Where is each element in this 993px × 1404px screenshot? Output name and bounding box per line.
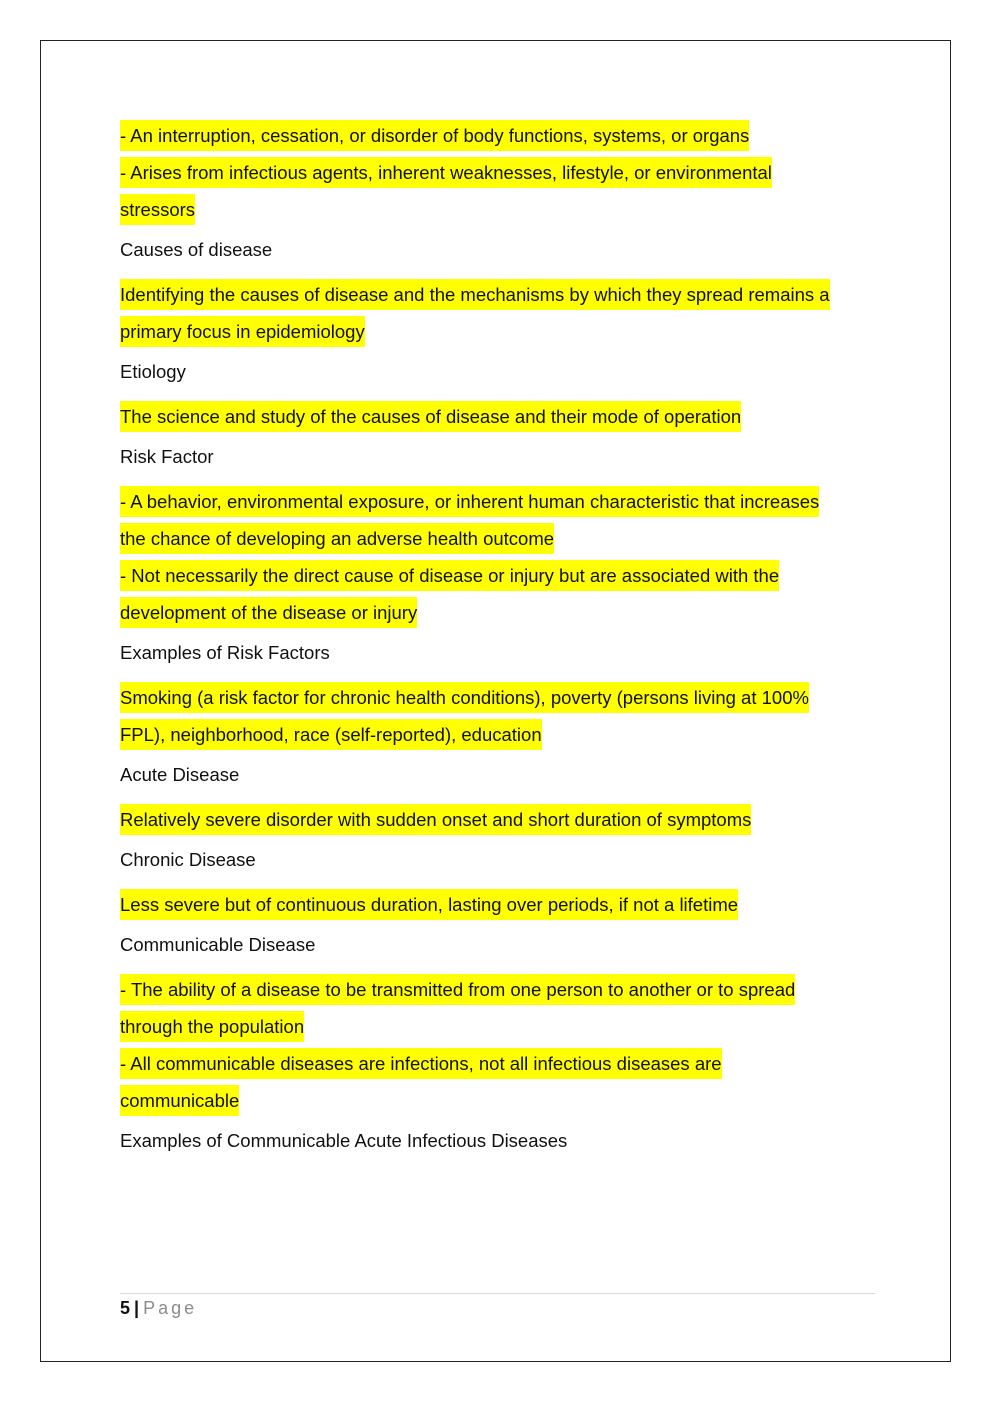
highlighted-text: FPL), neighborhood, race (self-reported), education: [120, 719, 542, 750]
highlighted-text: - A behavior, environmental exposure, or inherent human characteristic that increases: [120, 486, 819, 517]
definition-line-row: [120, 313, 875, 350]
term-heading: Chronic Disease: [120, 849, 256, 870]
page-footer: [120, 1297, 197, 1319]
highlighted-text: through the population: [120, 1011, 304, 1042]
term-heading: Risk Factor: [120, 446, 214, 467]
definition-block: [120, 679, 875, 753]
definition-line-row: [120, 1008, 875, 1045]
highlighted-text: - Not necessarily the direct cause of disease or injury but are associated with the: [120, 560, 779, 591]
highlighted-text: development of the disease or injury: [120, 597, 417, 628]
definition-line-row: [120, 276, 875, 313]
definition-line-row: [120, 483, 875, 520]
definition-line-row: [120, 520, 875, 557]
definition-block: [120, 117, 875, 228]
highlighted-text: communicable: [120, 1085, 239, 1116]
highlighted-text: - Arises from infectious agents, inherent weaknesses, lifestyle, or environmental: [120, 157, 772, 188]
definition-block: [120, 483, 875, 631]
footer-separator: |: [134, 1298, 140, 1318]
highlighted-text: The science and study of the causes of disease and their mode of operation: [120, 401, 741, 432]
highlighted-text: Relatively severe disorder with sudden onset and short duration of symptoms: [120, 804, 751, 835]
definition-block: [120, 801, 875, 838]
definition-line-row: [120, 1082, 875, 1119]
highlighted-text: primary focus in epidemiology: [120, 316, 365, 347]
definition-line-row: [120, 154, 875, 191]
highlighted-text: Smoking (a risk factor for chronic health conditions), poverty (persons living at 100%: [120, 682, 809, 713]
term-heading: Examples of Risk Factors: [120, 642, 330, 663]
term-heading: Etiology: [120, 361, 186, 382]
footer-rule: [120, 1293, 875, 1294]
definition-line-row: [120, 594, 875, 631]
definition-line-row: [120, 716, 875, 753]
definition-line-row: [120, 191, 875, 228]
highlighted-text: stressors: [120, 194, 195, 225]
definition-line-row: [120, 398, 875, 435]
highlighted-text: - The ability of a disease to be transmitted from one person to another or to spread: [120, 974, 795, 1005]
definition-block: [120, 398, 875, 435]
highlighted-text: - All communicable diseases are infections, not all infectious diseases are: [120, 1048, 722, 1079]
highlighted-text: Identifying the causes of disease and the mechanisms by which they spread remains a: [120, 279, 830, 310]
term-heading: Acute Disease: [120, 764, 240, 785]
page-label: Page: [143, 1298, 198, 1318]
term-heading: Examples of Communicable Acute Infectious Diseases: [120, 1130, 568, 1151]
term-heading: Causes of disease: [120, 239, 273, 260]
definition-line-row: [120, 1045, 875, 1082]
page-number: 5: [120, 1298, 131, 1318]
definition-block: [120, 276, 875, 350]
term-heading: Communicable Disease: [120, 934, 316, 955]
definition-line-row: [120, 117, 875, 154]
document-body: [120, 117, 875, 1167]
definition-block: [120, 886, 875, 923]
highlighted-text: Less severe but of continuous duration, lasting over periods, if not a lifetime: [120, 889, 738, 920]
highlighted-text: - An interruption, cessation, or disorder of body functions, systems, or organs: [120, 120, 749, 151]
definition-line-row: [120, 801, 875, 838]
highlighted-text: the chance of developing an adverse health outcome: [120, 523, 554, 554]
definition-line-row: [120, 886, 875, 923]
definition-line-row: [120, 557, 875, 594]
definition-line-row: [120, 679, 875, 716]
definition-line-row: [120, 971, 875, 1008]
definition-block: [120, 971, 875, 1119]
